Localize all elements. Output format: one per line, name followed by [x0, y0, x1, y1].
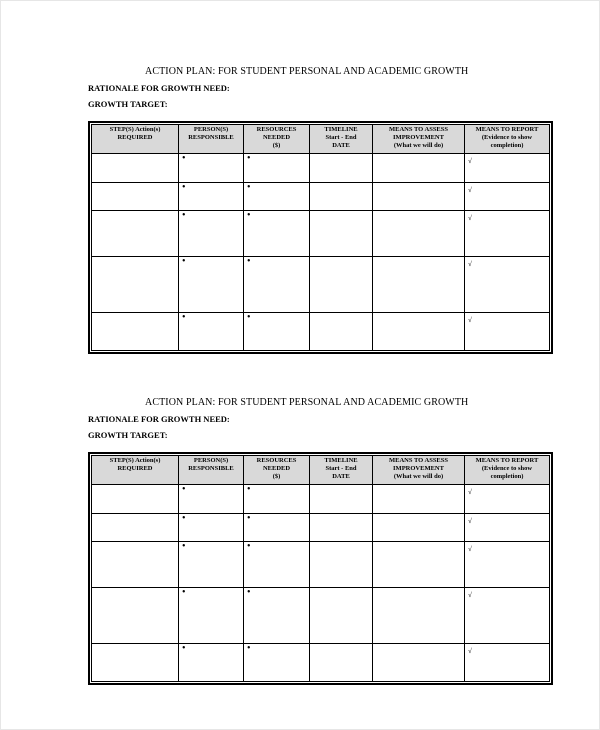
timeline-cell[interactable] — [310, 183, 373, 211]
table-row — [92, 542, 550, 588]
timeline-cell[interactable] — [310, 257, 373, 313]
checkmark-icon: √ — [468, 591, 472, 599]
bullet-icon: • — [182, 484, 186, 495]
bullet-icon: • — [182, 643, 186, 654]
resources-cell[interactable] — [244, 313, 310, 351]
bullet-icon: • — [182, 541, 186, 552]
table-row — [92, 514, 550, 542]
table-row — [92, 644, 550, 682]
checkmark-icon: √ — [468, 186, 472, 194]
steps-cell[interactable] — [92, 542, 179, 588]
checkmark-icon: √ — [468, 260, 472, 268]
resources-cell[interactable] — [244, 514, 310, 542]
means-report-cell[interactable] — [465, 183, 550, 211]
bullet-icon: • — [247, 587, 251, 598]
timeline-cell[interactable] — [310, 542, 373, 588]
header-timeline: TIMELINE Start - End DATE — [310, 456, 373, 485]
steps-cell[interactable] — [92, 644, 179, 682]
person-cell[interactable] — [179, 183, 244, 211]
header-person: PERSON(S) RESPONSIBLE — [179, 456, 244, 485]
resources-cell[interactable] — [244, 154, 310, 183]
person-cell[interactable] — [179, 514, 244, 542]
checkmark-icon: √ — [468, 157, 472, 165]
header-steps: STEP(S) Action(s) REQUIRED — [92, 125, 179, 154]
means-report-cell[interactable] — [465, 211, 550, 257]
means-report-cell[interactable] — [465, 644, 550, 682]
timeline-cell[interactable] — [310, 313, 373, 351]
header-resources: RESOURCES NEEDED ($) — [244, 456, 310, 485]
bullet-icon: • — [247, 643, 251, 654]
plan-title: ACTION PLAN: FOR STUDENT PERSONAL AND ACADEMIC GROWTH — [145, 66, 469, 77]
table-row — [92, 154, 550, 183]
resources-cell[interactable] — [244, 588, 310, 644]
resources-cell[interactable] — [244, 542, 310, 588]
person-cell[interactable] — [179, 588, 244, 644]
steps-cell[interactable] — [92, 588, 179, 644]
checkmark-icon: √ — [468, 647, 472, 655]
steps-cell[interactable] — [92, 183, 179, 211]
header-means-assess: MEANS TO ASSESS IMPROVEMENT (What we will do) — [373, 125, 465, 154]
header-steps: STEP(S) Action(s) REQUIRED — [92, 456, 179, 485]
bullet-icon: • — [247, 541, 251, 552]
checkmark-icon: √ — [468, 517, 472, 525]
means-assess-cell[interactable] — [373, 257, 465, 313]
means-report-cell[interactable] — [465, 485, 550, 514]
means-assess-cell[interactable] — [373, 485, 465, 514]
header-resources: RESOURCES NEEDED ($) — [244, 125, 310, 154]
rationale-label: RATIONALE FOR GROWTH NEED: — [88, 83, 230, 93]
means-assess-cell[interactable] — [373, 154, 465, 183]
person-cell[interactable] — [179, 485, 244, 514]
bullet-icon: • — [182, 153, 186, 164]
header-timeline: TIMELINE Start - End DATE — [310, 125, 373, 154]
plan-title: ACTION PLAN: FOR STUDENT PERSONAL AND ACADEMIC GROWTH — [145, 397, 469, 408]
resources-cell[interactable] — [244, 644, 310, 682]
timeline-cell[interactable] — [310, 514, 373, 542]
bullet-icon: • — [182, 256, 186, 267]
action-plan-table — [91, 124, 550, 351]
resources-cell[interactable] — [244, 183, 310, 211]
steps-cell[interactable] — [92, 514, 179, 542]
table-row — [92, 183, 550, 211]
header-means-report: MEANS TO REPORT (Evidence to show completion) — [465, 456, 550, 485]
bullet-icon: • — [247, 210, 251, 221]
table-row — [92, 485, 550, 514]
person-cell[interactable] — [179, 313, 244, 351]
means-assess-cell[interactable] — [373, 588, 465, 644]
person-cell[interactable] — [179, 644, 244, 682]
bullet-icon: • — [182, 312, 186, 323]
means-report-cell[interactable] — [465, 313, 550, 351]
timeline-cell[interactable] — [310, 485, 373, 514]
person-cell[interactable] — [179, 257, 244, 313]
table-row — [92, 211, 550, 257]
steps-cell[interactable] — [92, 211, 179, 257]
steps-cell[interactable] — [92, 154, 179, 183]
bullet-icon: • — [182, 587, 186, 598]
steps-cell[interactable] — [92, 257, 179, 313]
timeline-cell[interactable] — [310, 211, 373, 257]
growth-target-label: GROWTH TARGET: — [88, 430, 168, 440]
steps-cell[interactable] — [92, 313, 179, 351]
person-cell[interactable] — [179, 542, 244, 588]
person-cell[interactable] — [179, 211, 244, 257]
header-means-assess: MEANS TO ASSESS IMPROVEMENT (What we will do) — [373, 456, 465, 485]
table-row — [92, 257, 550, 313]
bullet-icon: • — [182, 513, 186, 524]
table-row — [92, 588, 550, 644]
means-assess-cell[interactable] — [373, 183, 465, 211]
steps-cell[interactable] — [92, 485, 179, 514]
resources-cell[interactable] — [244, 211, 310, 257]
table-header-row — [92, 125, 550, 154]
checkmark-icon: √ — [468, 488, 472, 496]
means-assess-cell[interactable] — [373, 514, 465, 542]
timeline-cell[interactable] — [310, 588, 373, 644]
resources-cell[interactable] — [244, 257, 310, 313]
means-assess-cell[interactable] — [373, 313, 465, 351]
timeline-cell[interactable] — [310, 154, 373, 183]
bullet-icon: • — [182, 182, 186, 193]
action-plan-table-frame — [88, 452, 553, 685]
table-header-row — [92, 456, 550, 485]
action-plan-table-frame — [88, 121, 553, 354]
resources-cell[interactable] — [244, 485, 310, 514]
header-person: PERSON(S) RESPONSIBLE — [179, 125, 244, 154]
bullet-icon: • — [247, 256, 251, 267]
checkmark-icon: √ — [468, 214, 472, 222]
growth-target-label: GROWTH TARGET: — [88, 99, 168, 109]
bullet-icon: • — [182, 210, 186, 221]
means-report-cell[interactable] — [465, 542, 550, 588]
bullet-icon: • — [247, 182, 251, 193]
action-plan-table — [91, 455, 550, 682]
bullet-icon: • — [247, 484, 251, 495]
means-report-cell[interactable] — [465, 154, 550, 183]
timeline-cell[interactable] — [310, 644, 373, 682]
bullet-icon: • — [247, 153, 251, 164]
header-means-report: MEANS TO REPORT (Evidence to show completion) — [465, 125, 550, 154]
means-report-cell[interactable] — [465, 514, 550, 542]
table-row — [92, 313, 550, 351]
means-assess-cell[interactable] — [373, 211, 465, 257]
means-assess-cell[interactable] — [373, 644, 465, 682]
means-assess-cell[interactable] — [373, 542, 465, 588]
checkmark-icon: √ — [468, 545, 472, 553]
person-cell[interactable] — [179, 154, 244, 183]
means-report-cell[interactable] — [465, 588, 550, 644]
bullet-icon: • — [247, 312, 251, 323]
checkmark-icon: √ — [468, 316, 472, 324]
bullet-icon: • — [247, 513, 251, 524]
means-report-cell[interactable] — [465, 257, 550, 313]
rationale-label: RATIONALE FOR GROWTH NEED: — [88, 414, 230, 424]
